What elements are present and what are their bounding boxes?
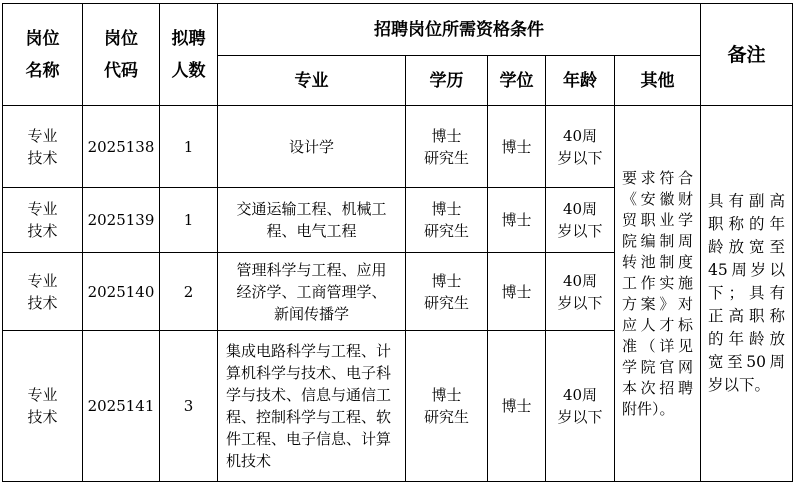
cell-degree: 博士 xyxy=(488,253,546,331)
cell-age: 40周 岁以下 xyxy=(546,188,615,253)
cell-headcount: 1 xyxy=(160,106,218,188)
cell-position-name: 专业 技术 xyxy=(3,253,83,331)
header-requirements-group: 招聘岗位所需资格条件 xyxy=(218,4,701,56)
cell-headcount: 1 xyxy=(160,188,218,253)
cell-education: 博士 研究生 xyxy=(406,331,488,482)
header-age: 年龄 xyxy=(546,56,615,106)
header-headcount: 拟聘 人数 xyxy=(160,4,218,106)
cell-other-requirement: 要求符合《安徽财贸职业学院编制周转池制度工作实施方案》对应人才标准（详见学院官网本次招聘附件）。 xyxy=(615,106,701,482)
cell-age: 40周 岁以下 xyxy=(546,331,615,482)
cell-degree: 博士 xyxy=(488,106,546,188)
header-position-code: 岗位 代码 xyxy=(83,4,160,106)
header-other: 其他 xyxy=(615,56,701,106)
cell-education: 博士 研究生 xyxy=(406,106,488,188)
table-row xyxy=(3,106,793,188)
header-major: 专业 xyxy=(218,56,406,106)
cell-headcount: 2 xyxy=(160,253,218,331)
cell-remark: 具有副高职称的年龄放宽至45周岁以下；具有正高职称的年龄放宽至50周岁以下。 xyxy=(701,106,793,482)
cell-major: 交通运输工程、机械工程、电气工程 xyxy=(218,188,406,253)
cell-major: 设计学 xyxy=(218,106,406,188)
cell-headcount: 3 xyxy=(160,331,218,482)
cell-position-name: 专业 技术 xyxy=(3,106,83,188)
cell-position-code: 2025139 xyxy=(83,188,160,253)
header-remarks: 备注 xyxy=(701,4,793,106)
cell-position-name: 专业 技术 xyxy=(3,188,83,253)
cell-major: 集成电路科学与工程、计算机科学与技术、电子科学与技术、信息与通信工程、控制科学与工程、软件工程、电子信息、计算机技术 xyxy=(218,331,406,482)
cell-major: 管理科学与工程、应用经济学、工商管理学、新闻传播学 xyxy=(218,253,406,331)
cell-position-code: 2025140 xyxy=(83,253,160,331)
cell-degree: 博士 xyxy=(488,331,546,482)
recruitment-table xyxy=(2,3,793,482)
cell-age: 40周 岁以下 xyxy=(546,106,615,188)
cell-age: 40周 岁以下 xyxy=(546,253,615,331)
cell-position-code: 2025141 xyxy=(83,331,160,482)
cell-position-code: 2025138 xyxy=(83,106,160,188)
cell-position-name: 专业 技术 xyxy=(3,331,83,482)
cell-education: 博士 研究生 xyxy=(406,188,488,253)
header-position-name: 岗位 名称 xyxy=(3,4,83,106)
header-degree: 学位 xyxy=(488,56,546,106)
cell-education: 博士 研究生 xyxy=(406,253,488,331)
cell-degree: 博士 xyxy=(488,188,546,253)
header-education: 学历 xyxy=(406,56,488,106)
